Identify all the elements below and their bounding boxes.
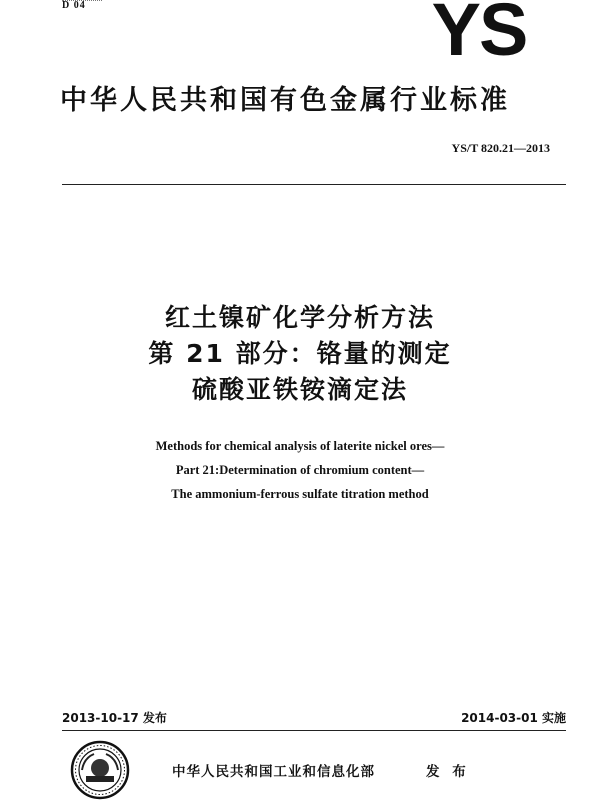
- issuing-authority: 中华人民共和国工业和信息化部: [172, 764, 375, 780]
- english-title: [0, 434, 600, 506]
- english-title-line-2: Part 21:Determination of chromium content—: [175, 463, 425, 477]
- chinese-title-line-3: 硫酸亚铁铵滴定法: [191, 375, 408, 404]
- header-divider: [62, 184, 566, 185]
- implementation-date: 2014-03-01 实施: [461, 711, 566, 725]
- chinese-title-line-2: 第 21 部分：铬量的测定: [148, 339, 452, 368]
- issuing-verb: 发 布: [426, 764, 470, 780]
- chinese-title: [0, 300, 600, 408]
- ys-logo: [414, 0, 544, 58]
- standard-number: YS/T 820.21—2013: [451, 141, 550, 155]
- chinese-title-line-1: 红土镍矿化学分析方法: [164, 303, 435, 332]
- english-title-line-3: The ammonium-ferrous sulfate titration method: [171, 487, 429, 501]
- issue-date: 2013-10-17 发布: [62, 711, 167, 725]
- ys-logo-text: YS: [431, 0, 527, 58]
- footer-divider: [62, 730, 566, 731]
- classification-code: D 04: [62, 0, 86, 11]
- standard-organization: 中华人民共和国有色金属行业标准: [60, 85, 510, 116]
- emblem-seal-icon: [70, 740, 130, 800]
- english-title-line-1: Methods for chemical analysis of laterite nickel ores—: [155, 439, 445, 453]
